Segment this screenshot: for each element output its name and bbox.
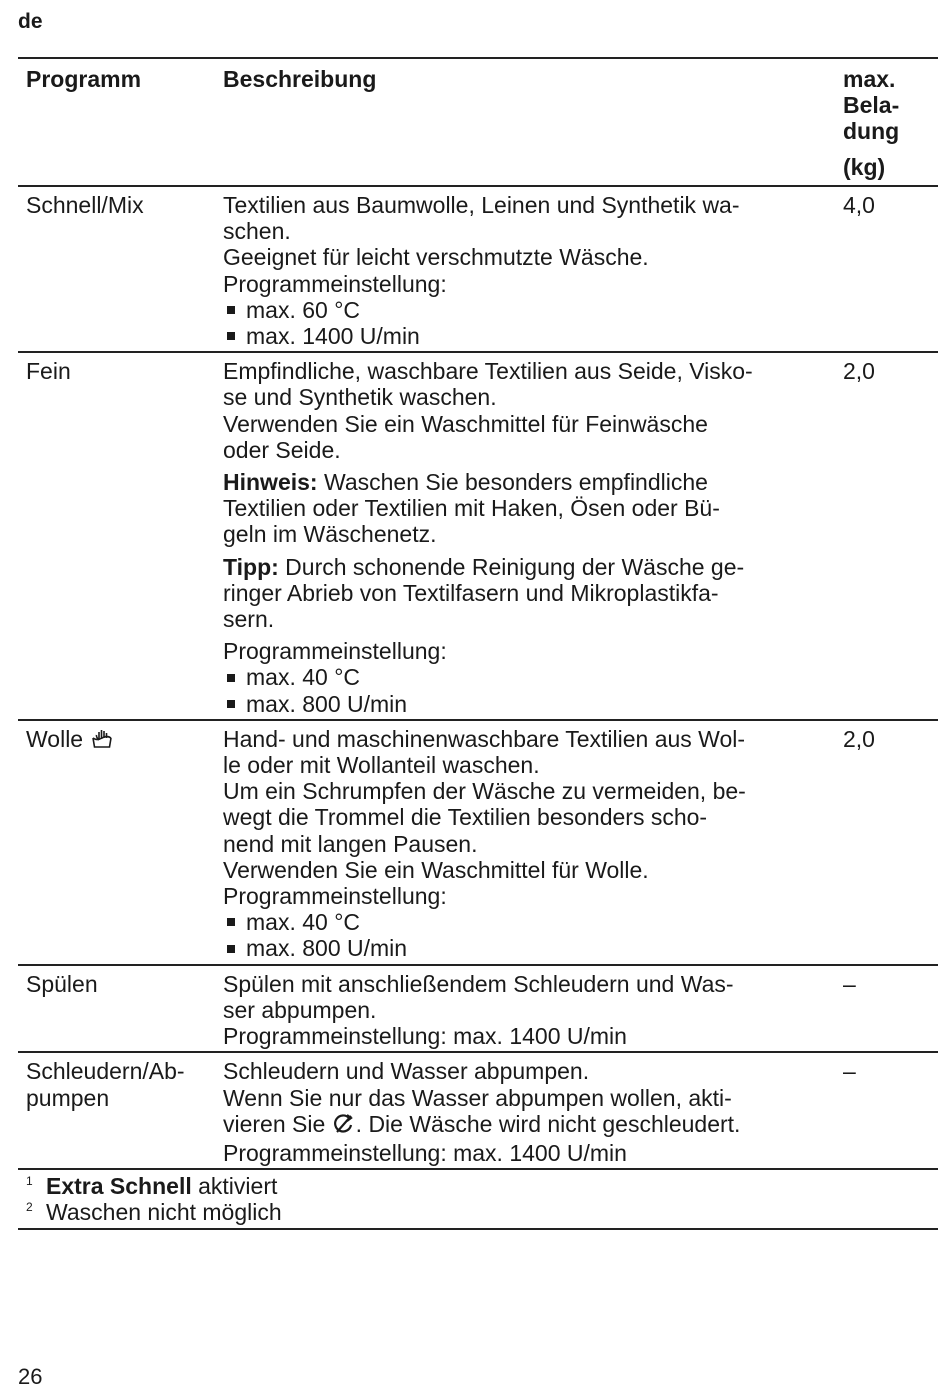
- max-load-line-1: max.: [843, 66, 896, 92]
- program-description: Spülen mit anschließendem Schleudern und Was- ser abpumpen. Programmeinstellung: max. 1400 U/min: [223, 970, 734, 1050]
- footnote: 1 Extra Schnell aktiviert: [26, 1173, 278, 1200]
- table-row: [18, 1053, 938, 1170]
- program-table: [18, 57, 938, 1230]
- column-header-description: Beschreibung: [223, 66, 377, 92]
- program-name: Schleudern/Ab- pumpen: [26, 1058, 185, 1111]
- table-row: [18, 966, 938, 1054]
- program-description: Empfindliche, waschbare Textilien aus Seide, Visko- se und Synthetik waschen. Verwenden Sie ein Waschmittel für Feinwäsche oder Seide. Hinweis: Waschen Sie besonders empfindliche Textilien oder Textilien mit Haken, Ösen oder Bü- geln im Wäschenetz. Tipp: Durch schonende Reinigung der Wäsche ge- ringer Abrieb von Textilfasern und Mikroplastikfa- sern. Programmeinstellung: max. 40 °C max. 800 U/min: [223, 358, 835, 717]
- table-footnotes: [18, 1170, 938, 1230]
- program-description: Textilien aus Baumwolle, Leinen und Synthetik wa- schen. Geeignet für leicht verschmutzte Wäsche. Programmeinstellung: max. 60 °C max. 1400 U/min: [223, 192, 835, 349]
- program-name: Fein: [26, 358, 71, 385]
- program-name: Spülen: [26, 970, 98, 997]
- hint-note: Hinweis: Waschen Sie besonders empfindliche: [223, 469, 708, 496]
- table-row: [18, 721, 938, 966]
- column-header-max-load: [835, 59, 938, 185]
- max-load-line-3: dung: [843, 118, 900, 144]
- footnote: 2 Waschen nicht möglich: [26, 1199, 282, 1226]
- table-row: [18, 187, 938, 353]
- list-item: max. 40 °C: [223, 664, 827, 690]
- max-load-value: –: [843, 970, 856, 997]
- program-name: Schnell/Mix: [26, 192, 144, 218]
- list-item: max. 800 U/min: [223, 691, 827, 717]
- list-item: max. 1400 U/min: [223, 323, 827, 349]
- table-header-row: [18, 57, 938, 187]
- max-load-value: –: [843, 1058, 856, 1085]
- max-load-value: 2,0: [843, 358, 875, 385]
- no-spin-icon: [332, 1113, 356, 1140]
- max-load-line-2: Bela-: [843, 92, 900, 118]
- language-label: de: [18, 10, 43, 33]
- tip-label: Tipp:: [223, 553, 279, 580]
- program-name: Wolle: [18, 726, 223, 962]
- tip-note: Tipp: Durch schonende Reinigung der Wäsche ge-: [223, 553, 745, 580]
- page-number: 26: [18, 1364, 43, 1389]
- program-description: Hand- und maschinenwaschbare Textilien aus Wol- le oder mit Wollanteil waschen. Um ein Schrumpfen der Wäsche zu vermeiden, be- wegt die Trommel die Textilien besonders scho- nend mit langen Pausen. Verwenden Sie ein Waschmittel für Wolle. Programmeinstellung: max. 40 °C max. 800 U/min: [223, 726, 835, 962]
- column-header-program: Programm: [26, 66, 142, 92]
- max-load-unit: (kg): [843, 154, 886, 180]
- list-item: max. 800 U/min: [223, 935, 827, 961]
- list-item: max. 40 °C: [223, 909, 827, 935]
- max-load-value: 2,0: [843, 725, 875, 752]
- handwash-icon: [90, 726, 114, 755]
- program-description: Schleudern und Wasser abpumpen. Wenn Sie nur das Wasser abpumpen wollen, akti- vieren Sie . Die Wäsche wird nicht geschleudert. Programmeinstellung: max. 1400 U/min: [223, 1058, 741, 1166]
- max-load-value: 4,0: [843, 192, 875, 218]
- hint-label: Hinweis:: [223, 469, 318, 496]
- list-item: max. 60 °C: [223, 297, 827, 323]
- table-row: [18, 353, 938, 721]
